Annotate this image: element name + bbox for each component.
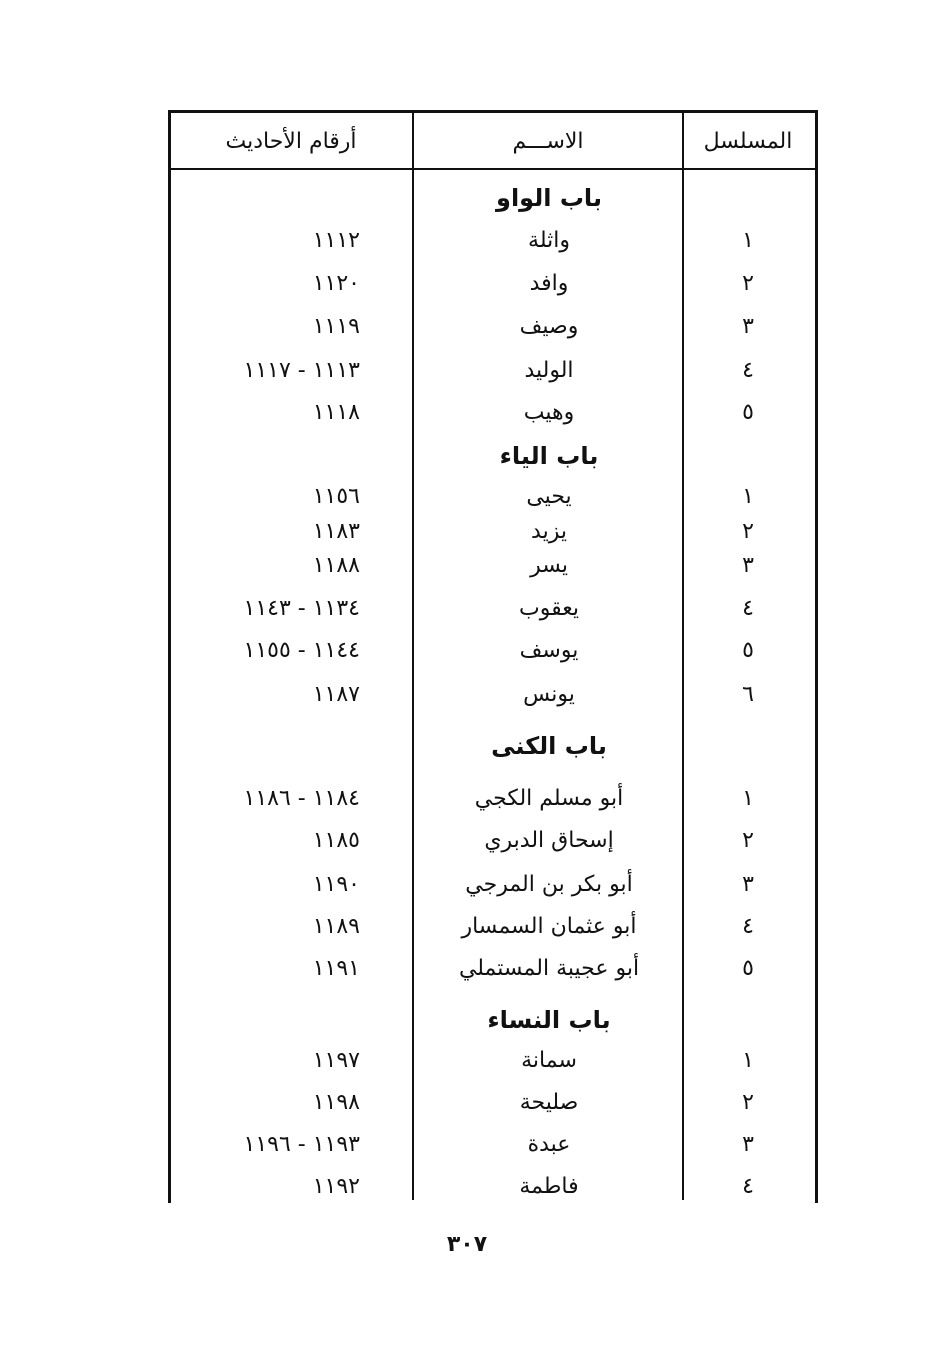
- hadith-numbers-cell: ١١٩٢: [312, 1173, 360, 1199]
- serial-cell: ٤: [742, 357, 754, 383]
- hadith-numbers-cell: ١١٨٧: [312, 681, 360, 707]
- table-row: [170, 948, 812, 988]
- name-cell: وهيب: [523, 399, 575, 425]
- name-cell: وصيف: [519, 313, 579, 339]
- table-row: [170, 350, 812, 390]
- serial-cell: ٣: [742, 871, 754, 897]
- section-title: باب النساء: [487, 1006, 611, 1034]
- hadith-numbers-cell: ١١٨٨: [312, 552, 360, 578]
- table-row: [170, 220, 812, 260]
- header-serial: المسلسل: [703, 128, 793, 154]
- name-cell: يزيد: [531, 518, 567, 544]
- serial-cell: ٣: [742, 1131, 754, 1157]
- hadith-numbers-cell: ١١٥٦: [312, 483, 360, 509]
- table-row: [170, 1166, 812, 1206]
- serial-cell: ٣: [742, 313, 754, 339]
- hadith-numbers-cell: ١١٨٣: [312, 518, 360, 544]
- name-cell: إسحاق الدبري: [484, 827, 614, 853]
- name-cell: فاطمة: [519, 1173, 579, 1199]
- name-cell: أبو مسلم الكجي: [474, 785, 624, 811]
- hadith-numbers-cell: ١١٣٤ - ١١٤٣: [243, 595, 360, 621]
- header-hadith: أرقام الأحاديث: [225, 128, 357, 154]
- hadith-numbers-cell: ١١١٨: [312, 399, 360, 425]
- hadith-numbers-cell: ١١٩٣ - ١١٩٦: [243, 1131, 360, 1157]
- section-title: باب الكنى: [491, 732, 607, 760]
- table-row: [170, 864, 812, 904]
- table-row: [170, 674, 812, 714]
- table-row: [170, 1082, 812, 1122]
- table-row: [170, 392, 812, 432]
- serial-cell: ٣: [742, 552, 754, 578]
- section-heading-row: [170, 436, 812, 476]
- name-cell: الوليد: [524, 357, 574, 383]
- table-row: [170, 630, 812, 670]
- serial-cell: ٥: [742, 399, 754, 425]
- serial-cell: ٥: [742, 637, 754, 663]
- hadith-numbers-cell: ١١٨٩: [312, 913, 360, 939]
- table-row: [170, 545, 812, 585]
- name-cell: يحيى: [526, 483, 572, 509]
- hadith-numbers-cell: ١١٢٠: [312, 270, 360, 296]
- name-cell: يوسف: [519, 637, 579, 663]
- hadith-numbers-cell: ١١٩١: [312, 955, 360, 981]
- hadith-numbers-cell: ١١٤٤ - ١١٥٥: [243, 637, 360, 663]
- hadith-numbers-cell: ١١٩٠: [312, 871, 360, 897]
- serial-cell: ٤: [742, 1173, 754, 1199]
- serial-cell: ٢: [742, 827, 754, 853]
- name-cell: أبو عثمان السمسار: [461, 913, 637, 939]
- hadith-numbers-cell: ١١٩٧: [312, 1047, 360, 1073]
- section-heading-row: [170, 178, 812, 218]
- section-heading-row: [170, 1000, 812, 1040]
- table-row: [170, 306, 812, 346]
- name-cell: سمانة: [521, 1047, 577, 1073]
- name-cell: عبدة: [527, 1131, 571, 1157]
- table-row: [170, 263, 812, 303]
- name-cell: واثلة: [528, 227, 570, 253]
- section-title: باب الواو: [496, 184, 602, 212]
- hadith-numbers-cell: ١١٨٤ - ١١٨٦: [243, 785, 360, 811]
- serial-cell: ٤: [742, 595, 754, 621]
- hadith-numbers-cell: ١١١٩: [312, 313, 360, 339]
- serial-cell: ٤: [742, 913, 754, 939]
- serial-cell: ١: [742, 227, 754, 253]
- table-row: [170, 778, 812, 818]
- name-cell: أبو عجيبة المستملي: [458, 955, 640, 981]
- name-cell: يسر: [530, 552, 568, 578]
- hadith-numbers-cell: ١١٨٥: [312, 827, 360, 853]
- table-row: [170, 906, 812, 946]
- serial-cell: ١: [742, 785, 754, 811]
- name-cell: صليحة: [519, 1089, 579, 1115]
- serial-cell: ٢: [742, 518, 754, 544]
- table-row: [170, 476, 812, 516]
- header-name: الاســـم: [512, 128, 584, 154]
- section-heading-row: [170, 726, 812, 766]
- serial-cell: ٦: [742, 681, 754, 707]
- name-cell: أبو بكر بن المرجي: [465, 871, 633, 897]
- table-row: [170, 820, 812, 860]
- name-cell: يعقوب: [519, 595, 579, 621]
- header-divider: [168, 168, 818, 170]
- serial-cell: ٢: [742, 1089, 754, 1115]
- hadith-numbers-cell: ١١١٢: [312, 227, 360, 253]
- table-row: [170, 588, 812, 628]
- hadith-numbers-cell: ١١٩٨: [312, 1089, 360, 1115]
- name-cell: وافد: [529, 270, 569, 296]
- section-title: باب الياء: [499, 442, 599, 470]
- table-row: [170, 1040, 812, 1080]
- serial-cell: ١: [742, 483, 754, 509]
- serial-cell: ١: [742, 1047, 754, 1073]
- page-number: ٣٠٧: [446, 1232, 488, 1257]
- table-row: [170, 1124, 812, 1164]
- serial-cell: ٥: [742, 955, 754, 981]
- name-cell: يونس: [523, 681, 575, 707]
- hadith-numbers-cell: ١١١٣ - ١١١٧: [243, 357, 360, 383]
- serial-cell: ٢: [742, 270, 754, 296]
